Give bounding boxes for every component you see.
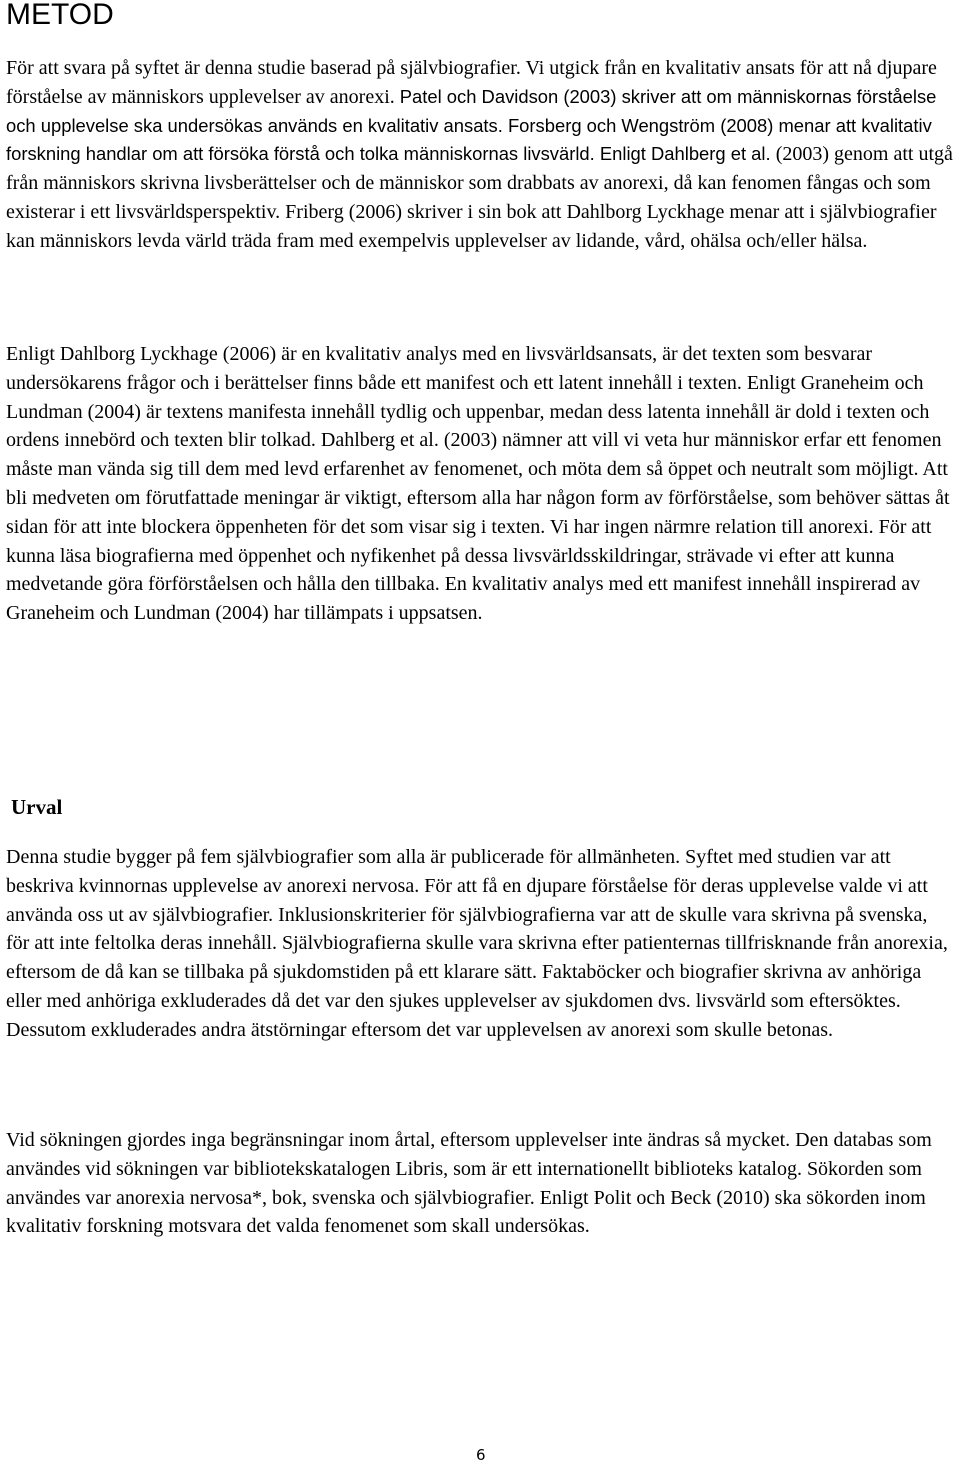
method-paragraph-1-segment-2: Patel och Davidson (2003) skriver att om människornas förståelse och upplevelse ska undersökas används en kvalitativ ansats. Forsberg och Wengström (2008) menar att kvalitativ forskning handlar om att försöka förstå och tolka människornas livsvärld. Enligt Dahlberg et al. [6, 85, 937, 165]
urval-paragraph-1: Denna studie bygger på fem självbiografier som alla är publicerade för allmänheten. Syftet med studien var att beskriva kvinnornas upplevelse av anorexi nervosa. För att få en djupare förståelse för deras upplevelse valde vi att använda oss ut av självbiografier. Inklusionskriterier för självbiografierna var att de skulle vara skrivna på svenska, för att inte feltolka deras innehåll. Självbiografierna skulle vara skrivna efter patienternas tillfrisknande från anorexia, eftersom de då kan se tillbaka på sjukdomstiden på ett klarare sätt. Faktaböcker och biografier skrivna av anhöriga eller med anhöriga exkluderades då det var den sjukes upplevelser av sjukdomen dvs. livsvärld som eftersöktes. Dessutom exkluderades andra ätstörningar eftersom det var upplevelsen av anorexi som skulle betonas. [6, 846, 948, 1041]
urval-paragraph-2: Vid sökningen gjordes inga begränsningar inom årtal, eftersom upplevelser inte ändras så mycket. Den databas som användes vid sökningen var bibliotekskatalogen Libris, som är ett internationellt biblioteks katalog. Sökorden som användes var anorexia nervosa*, bok, svenska och självbiografier. Enligt Polit och Beck (2010) ska sökorden inom kvalitativ forskning motsvara det valda fenomenet som skall undersökas. [6, 1129, 932, 1238]
method-paragraph-1-segment-1: För att svara på syftet är denna studie baserad på självbiografier. Vi utgick från en kvalitativ ansats för att nå djupare förståelse av människors upplevelser av anorexi. [6, 57, 937, 108]
method-paragraph-2 [6, 340, 954, 628]
page-number: 6 [476, 1446, 486, 1464]
subsection-heading-urval: Urval [11, 795, 63, 819]
method-paragraph-1 [6, 54, 954, 256]
section-heading-metod: METOD [6, 0, 114, 31]
method-paragraph-2-text: Enligt Dahlborg Lyckhage (2006) är en kvalitativ analys med en livsvärldsansats, är det texten som besvarar undersökarens frågor och i berättelser finns både ett manifest och ett latent innehåll i texten. Enligt Graneheim och Lundman (2004) är textens manifesta innehåll tydlig och uppenbar, medan dess latenta innehåll är dold i texten och ordens innebörd och texten blir tolkad. Dahlberg et al. (2003) nämner att vill vi veta hur människor erfar ett fenomen måste man vända sig till dem med levd erfarenhet av fenomenet, och möta dem så öppet och neutralt som möjligt. Att bli medveten om förutfattade meningar är viktigt, eftersom alla har någon form av förförståelse, som behöver sättas åt sidan för att inte blockera öppenheten för det som visar sig i texten. Vi har ingen närmre relation till anorexi. För att kunna läsa biografierna med öppenhet och nyfikenhet på dessa livsvärldsskildringar, strävade vi efter att kunna medvetande göra förförståelsen och hålla den tillbaka. En kvalitativ analys med ett manifest innehåll inspirerad av Graneheim och Lundman (2004) har tillämpats i uppsatsen. [6, 343, 950, 625]
method-paragraph-1-segment-3: (2003) genom att utgå från människors skrivna livsberättelser och de människor som drabbats av anorexi, då kan fenomen fångas och som existerar i ett livsvärldsperspektiv. Friberg (2006) skriver i sin bok att Dahlborg Lyckhage menar att i självbiografier kan människors levda värld träda fram med exempelvis upplevelser av lidande, vård, ohälsa och/eller hälsa. [6, 143, 953, 252]
